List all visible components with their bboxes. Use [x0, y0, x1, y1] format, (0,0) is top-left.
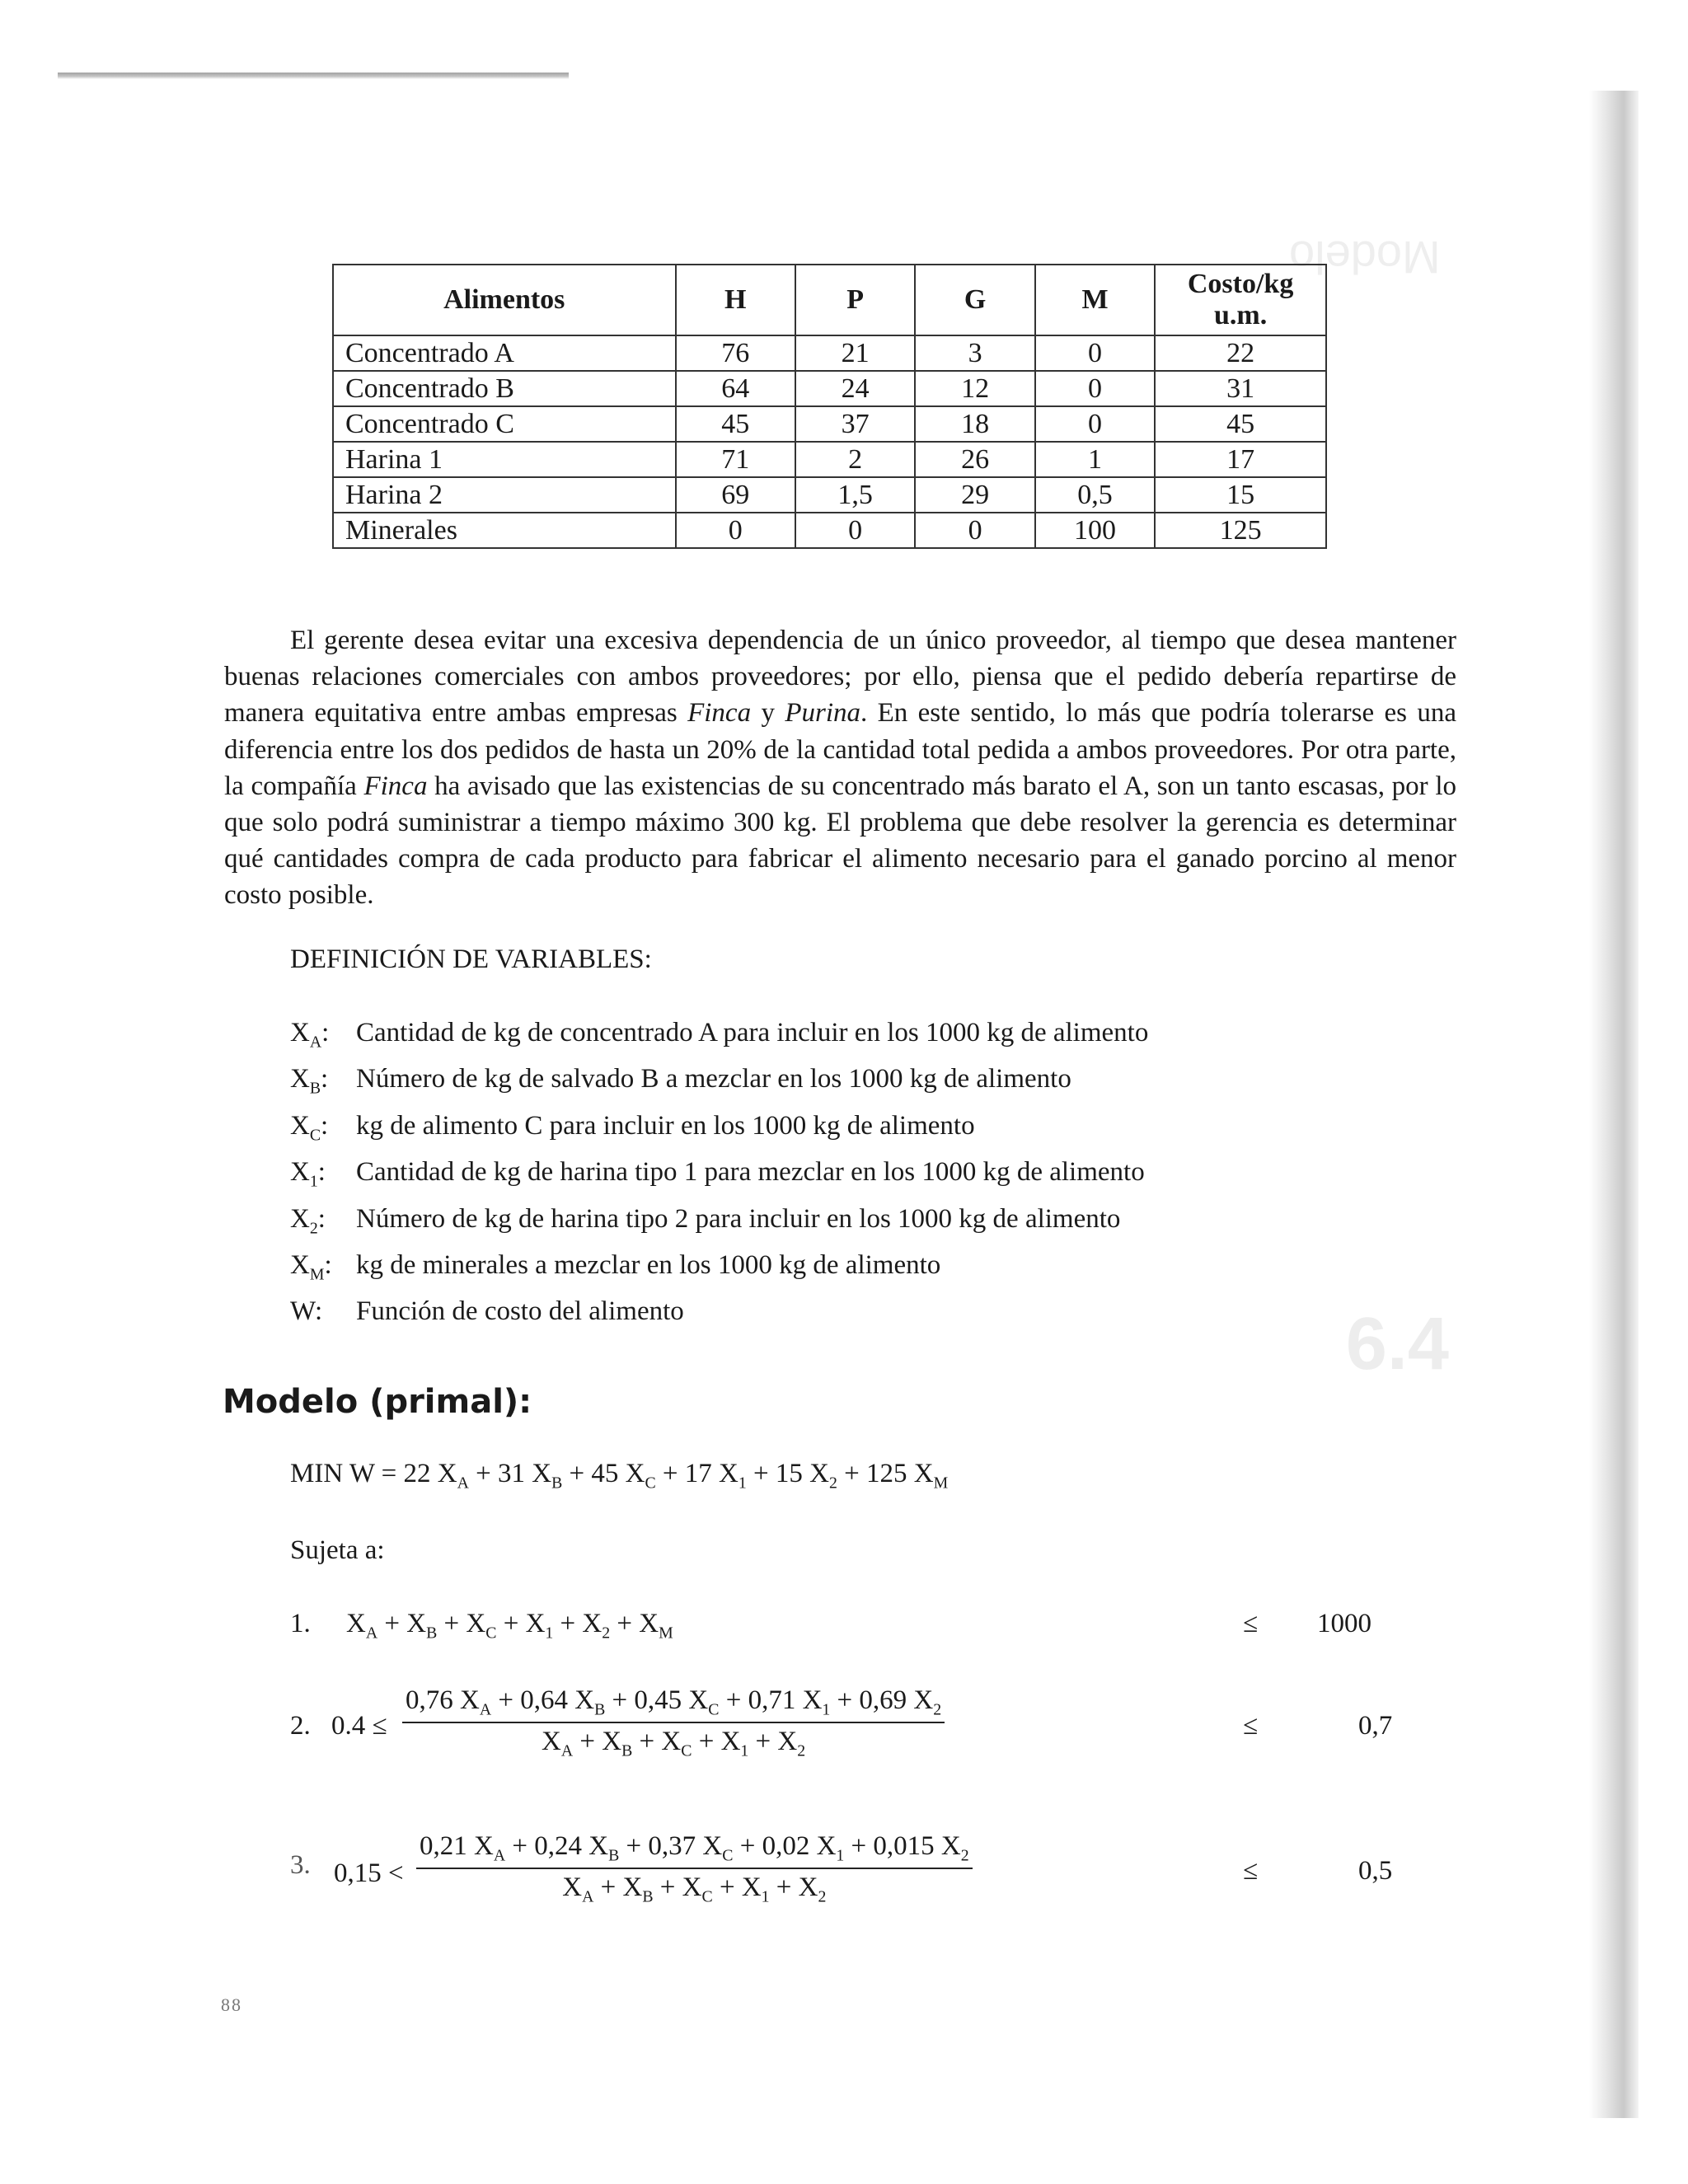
food-name-cell: Minerales [333, 513, 676, 548]
value-cell: 21 [795, 335, 915, 371]
value-cell: 100 [1035, 513, 1155, 548]
variable-subscript: M [309, 1265, 325, 1284]
value-cell: 26 [915, 442, 1034, 477]
definition-item [290, 1010, 1148, 1056]
constraint-rhs: 0,5 [1358, 1856, 1393, 1886]
company-name: Finca [363, 771, 428, 801]
constraint-lower-bound: 0,15 < [334, 1858, 404, 1888]
table-row [333, 477, 1326, 513]
table-row [333, 442, 1326, 477]
relation-symbol: ≤ [1243, 1711, 1259, 1741]
constraint-expression: $X_A + X_B + X_C + X_1 + X_2 + X_M$ [346, 1609, 673, 1643]
food-name-cell: Concentrado C [333, 406, 676, 442]
objective-function: MIN W = 22 $X_A + 31$ $X_B + 45$ $X_C + 17$ $X_1 + 15$ $X_2 + 125$ $X_M$ [290, 1459, 949, 1493]
variable-subscript: A [309, 1033, 322, 1052]
variable-letter: X [290, 1203, 310, 1234]
definition-item [290, 1056, 1148, 1102]
value-cell: 0 [676, 513, 795, 548]
table-row [333, 406, 1326, 442]
paragraph-text: . En este sentido, lo más que podría tolerarse es una diferencia entre los dos pedidos de hasta un 20% de la cantidad total pedida a ambos proveedores. Por otra parte, la compañía [224, 698, 1457, 801]
variable-letter: X [290, 1157, 310, 1188]
variable-letter: X [290, 1018, 310, 1047]
value-cell: 0 [1035, 406, 1155, 442]
value-cell: 2 [795, 442, 915, 477]
fraction-denominator: $X_A + X_B + X_C + X_1 + X_2$ [542, 1726, 806, 1760]
scan-edge-shadow [1589, 91, 1639, 2118]
page-number: 88 [221, 1994, 242, 2015]
variable-symbol: $X_M$: [290, 1249, 332, 1284]
constraint-rhs: 1000 [1317, 1609, 1372, 1638]
food-name-cell: Harina 2 [333, 477, 676, 513]
table-row [333, 335, 1326, 371]
column-header: Alimentos [333, 265, 676, 335]
table-row [333, 513, 1326, 548]
value-cell: 0 [1035, 371, 1155, 406]
variable-description: kg de minerales a mezclar en los 1000 kg de alimento [356, 1249, 941, 1280]
relation-symbol: ≤ [1243, 1856, 1259, 1886]
scan-border-artifact [58, 73, 569, 79]
paragraph-text: El gerente desea evitar una excesiva dependencia de un único proveedor, al tiempo que desea mantener buenas relaciones comerciales con ambos proveedores; por ello, piensa que el pedido debería repartirse de manera equitativa entre ambas empresas [224, 626, 1456, 729]
variable-symbol: $X_1$: [290, 1157, 326, 1191]
variable-subscript: 1 [309, 1172, 318, 1191]
paragraph-text: ha avisado que las existencias de su concentrado más barato el A, son un tanto escasas, por lo que solo podrá suministrar a tiempo máximo 300 kg. El problema que debe resolver la gerencia es determinar qué cantidades compra de cada producto para fabricar el alimento necesario para el ganado porcino al menor costo posible. [224, 771, 1457, 911]
value-cell: 69 [676, 477, 795, 513]
food-name-cell: Harina 1 [333, 442, 676, 477]
value-cell: 0,5 [1035, 477, 1155, 513]
value-cell: 0 [795, 513, 915, 548]
bleed-through-text: Modelo [1289, 232, 1441, 284]
definition-item [290, 1149, 1148, 1195]
value-cell: 45 [1155, 406, 1326, 442]
value-cell: 45 [676, 406, 795, 442]
value-cell: 1 [1035, 442, 1155, 477]
value-cell: 0 [1035, 335, 1155, 371]
definition-item [290, 1288, 1148, 1334]
value-cell: 71 [676, 442, 795, 477]
value-cell: 1,5 [795, 477, 915, 513]
variable-symbol: $X_A$: [290, 1018, 330, 1052]
variable-definitions [290, 1010, 1148, 1335]
column-header: P [795, 265, 915, 335]
variable-subscript: 2 [309, 1219, 318, 1238]
variable-symbol: $X_C$: [290, 1110, 329, 1145]
variable-letter: X [290, 1064, 310, 1094]
fraction-denominator: $X_A + X_B + X_C + X_1 + X_2$ [562, 1872, 827, 1906]
constraint-fraction [402, 1685, 945, 1760]
value-cell: 22 [1155, 335, 1326, 371]
definition-item [290, 1103, 1148, 1149]
value-cell: 17 [1155, 442, 1326, 477]
subject-to-label: Sujeta a: [290, 1535, 385, 1565]
fraction-numerator: 0,21 $X_A + 0,24$ $X_B + 0,37$ $X_C + 0,02$ $X_1 + 0,015$ $X_2$ [416, 1831, 973, 1869]
constraint-fraction [416, 1831, 973, 1906]
value-cell: 12 [915, 371, 1034, 406]
variable-description: kg de alimento C para incluir en los 1000 kg de alimento [356, 1110, 975, 1141]
variable-letter: X [290, 1110, 310, 1141]
problem-paragraph [224, 622, 1456, 914]
relation-symbol: ≤ [1243, 1609, 1259, 1638]
constraint-lower-bound: 0.4 ≤ [331, 1711, 387, 1741]
fraction-numerator: 0,76 $X_A + 0,64$ $X_B + 0,45$ $X_C + 0,71$ $X_1 + 0,69$ $X_2$ [402, 1685, 945, 1723]
constraint-number: 2. [290, 1711, 311, 1741]
paragraph-text: y [751, 698, 785, 729]
constraint-rhs: 0,7 [1358, 1711, 1393, 1741]
table-row [333, 371, 1326, 406]
bleed-through-text: 6.4 [1345, 1303, 1449, 1385]
variable-symbol: $X_B$: [290, 1064, 329, 1098]
variable-description: Número de kg de salvado B a mezclar en los 1000 kg de alimento [356, 1064, 1071, 1094]
value-cell: 64 [676, 371, 795, 406]
value-cell: 125 [1155, 513, 1326, 548]
constraint-number: 1. [290, 1609, 311, 1638]
value-cell: 37 [795, 406, 915, 442]
value-cell: 3 [915, 335, 1034, 371]
constraint-number: 3. [290, 1850, 311, 1880]
variable-description: Número de kg de harina tipo 2 para incluir en los 1000 kg de alimento [356, 1203, 1121, 1234]
column-header: G [915, 265, 1034, 335]
value-cell: 18 [915, 406, 1034, 442]
value-cell: 29 [915, 477, 1034, 513]
company-name: Finca [687, 698, 752, 729]
variable-letter: W [290, 1296, 315, 1327]
column-header: Costo/kg u.m. [1155, 265, 1326, 335]
variable-symbol: $X_2$: [290, 1203, 326, 1238]
value-cell: 15 [1155, 477, 1326, 513]
variable-letter: X [290, 1249, 310, 1280]
objective-text: MIN W = 22 X [290, 1459, 457, 1488]
food-name-cell: Concentrado B [333, 371, 676, 406]
value-cell: 0 [915, 513, 1034, 548]
definition-item [290, 1242, 1148, 1288]
variable-description: Cantidad de kg de harina tipo 1 para mezclar en los 1000 kg de alimento [356, 1157, 1145, 1188]
definitions-heading: DEFINICIÓN DE VARIABLES: [290, 944, 652, 974]
table-header-row [333, 265, 1326, 335]
variable-subscript: C [309, 1126, 321, 1145]
nutrient-table [332, 264, 1327, 549]
value-cell: 31 [1155, 371, 1326, 406]
company-name: Purina [785, 698, 861, 729]
model-title: Modelo (primal): [223, 1383, 532, 1421]
column-header: M [1035, 265, 1155, 335]
variable-subscript: B [309, 1079, 321, 1098]
food-name-cell: Concentrado A [333, 335, 676, 371]
variable-symbol: W: [290, 1296, 323, 1327]
column-header: H [676, 265, 795, 335]
value-cell: 76 [676, 335, 795, 371]
variable-description: Función de costo del alimento [356, 1296, 684, 1327]
value-cell: 24 [795, 371, 915, 406]
definition-item [290, 1196, 1148, 1242]
variable-description: Cantidad de kg de concentrado A para incluir en los 1000 kg de alimento [356, 1018, 1149, 1047]
